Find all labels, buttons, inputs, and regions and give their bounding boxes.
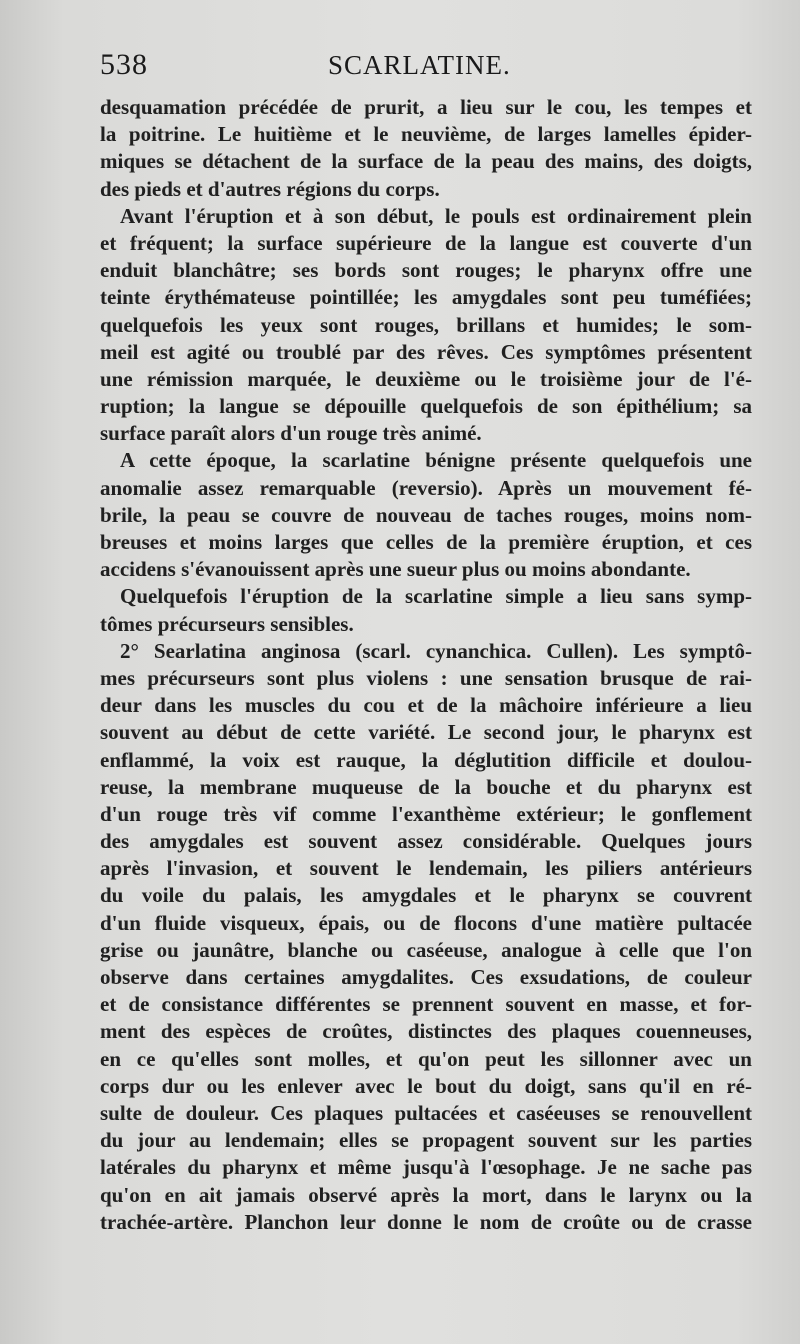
text-line: reuse, la membrane muqueuse de la bouche et du pharynx est (100, 774, 752, 799)
text-line: tômes précurseurs sensibles. (100, 611, 354, 636)
text-line: meil est agité ou troublé par des rêves. Ces symptômes présentent (100, 339, 752, 364)
text-line: souvent au début de cette variété. Le second jour, le pharynx est (100, 720, 752, 745)
text-line: anomalie assez remarquable (reversio). Après un mouvement fé- (100, 475, 752, 500)
text-line: après l'invasion, et souvent le lendemain, les piliers antérieurs (100, 856, 752, 881)
text-line: grise ou jaunâtre, blanche ou caséeuse, analogue à celle que l'on (100, 937, 752, 962)
text-line: des pieds et d'autres régions du corps. (100, 176, 440, 201)
text-line: A cette époque, la scarlatine bénigne présente quelquefois une (120, 448, 752, 473)
running-head: SCARLATINE. (328, 50, 511, 80)
text-line: la poitrine. Le huitième et le neuvième, de larges lamelles épider- (100, 122, 752, 147)
body-text (100, 94, 752, 1236)
text-line: breuses et moins larges que celles de la première éruption, et ces (100, 530, 752, 554)
text-line: sulte de douleur. Ces plaques pultacées et caséeuses se renouvellent (100, 1100, 752, 1125)
text-line: d'un fluide visqueux, épais, ou de flocons d'une matière pultacée (100, 910, 752, 935)
text-line: deur dans les muscles du cou et de la mâchoire inférieure a lieu (100, 693, 752, 718)
text-line: et fréquent; la surface supérieure de la langue est couverte d'un (100, 230, 752, 255)
text-line: et de consistance différentes se prennent souvent en masse, et for- (100, 992, 752, 1017)
text-line: d'un rouge très vif comme l'exanthème extérieur; le gonflement (100, 801, 752, 826)
text-line: 2° Searlatina anginosa (scarl. cynanchica. Cullen). Les symptô- (120, 638, 752, 663)
text-line: du jour au lendemain; elles se propagent souvent sur les parties (100, 1128, 752, 1153)
text-line: accidens s'évanouissent après une sueur plus ou moins abondante. (100, 557, 691, 582)
text-line: du voile du palais, les amygdales et le pharynx se couvrent (100, 883, 752, 908)
text-line: une rémission marquée, le deuxième ou le troisième jour de l'é- (100, 366, 752, 391)
text-line: qu'on en ait jamais observé après la mort, dans le larynx ou la (100, 1182, 752, 1207)
text-line: enduit blanchâtre; ses bords sont rouges; le pharynx offre une (100, 258, 752, 283)
text-line: en ce qu'elles sont molles, et qu'on peut les sillonner avec un (100, 1046, 752, 1071)
text-line: ment des espèces de croûtes, distinctes des plaques couenneuses, (100, 1019, 752, 1044)
text-line: ruption; la langue se dépouille quelquefois de son épithélium; sa (100, 394, 752, 419)
text-line: observe dans certaines amygdalites. Ces exsudations, de couleur (100, 965, 752, 989)
text-line: surface paraît alors d'un rouge très animé. (100, 421, 482, 446)
text-line: miques se détachent de la surface de la peau des mains, des doigts, (100, 149, 752, 174)
page-header (100, 48, 750, 88)
page-number: 538 (100, 48, 148, 81)
text-line: brile, la peau se couvre de nouveau de taches rouges, moins nom- (100, 502, 752, 527)
text-line: quelquefois les yeux sont rouges, brillans et humides; le som- (100, 312, 752, 337)
text-line: des amygdales est souvent assez considérable. Quelques jours (100, 829, 752, 854)
text-line: desquamation précédée de prurit, a lieu sur le cou, les tempes et (100, 95, 752, 119)
text-line: trachée-artère. Planchon leur donne le nom de croûte ou de crasse (100, 1209, 752, 1234)
text-line: corps dur ou les enlever avec le bout du doigt, sans qu'il en ré- (100, 1073, 752, 1098)
text-line: teinte érythémateuse pointillée; les amygdales sont peu tuméfiées; (100, 285, 752, 310)
text-line: latérales du pharynx et même jusqu'à l'œsophage. Je ne sache pas (100, 1155, 752, 1180)
text-line: mes précurseurs sont plus violens : une sensation brusque de rai- (100, 665, 752, 690)
text-line: Quelquefois l'éruption de la scarlatine simple a lieu sans symp- (120, 584, 752, 609)
text-line: enflammé, la voix est rauque, la déglutition difficile et doulou- (100, 747, 752, 772)
text-line: Avant l'éruption et à son début, le pouls est ordinairement plein (120, 203, 752, 228)
